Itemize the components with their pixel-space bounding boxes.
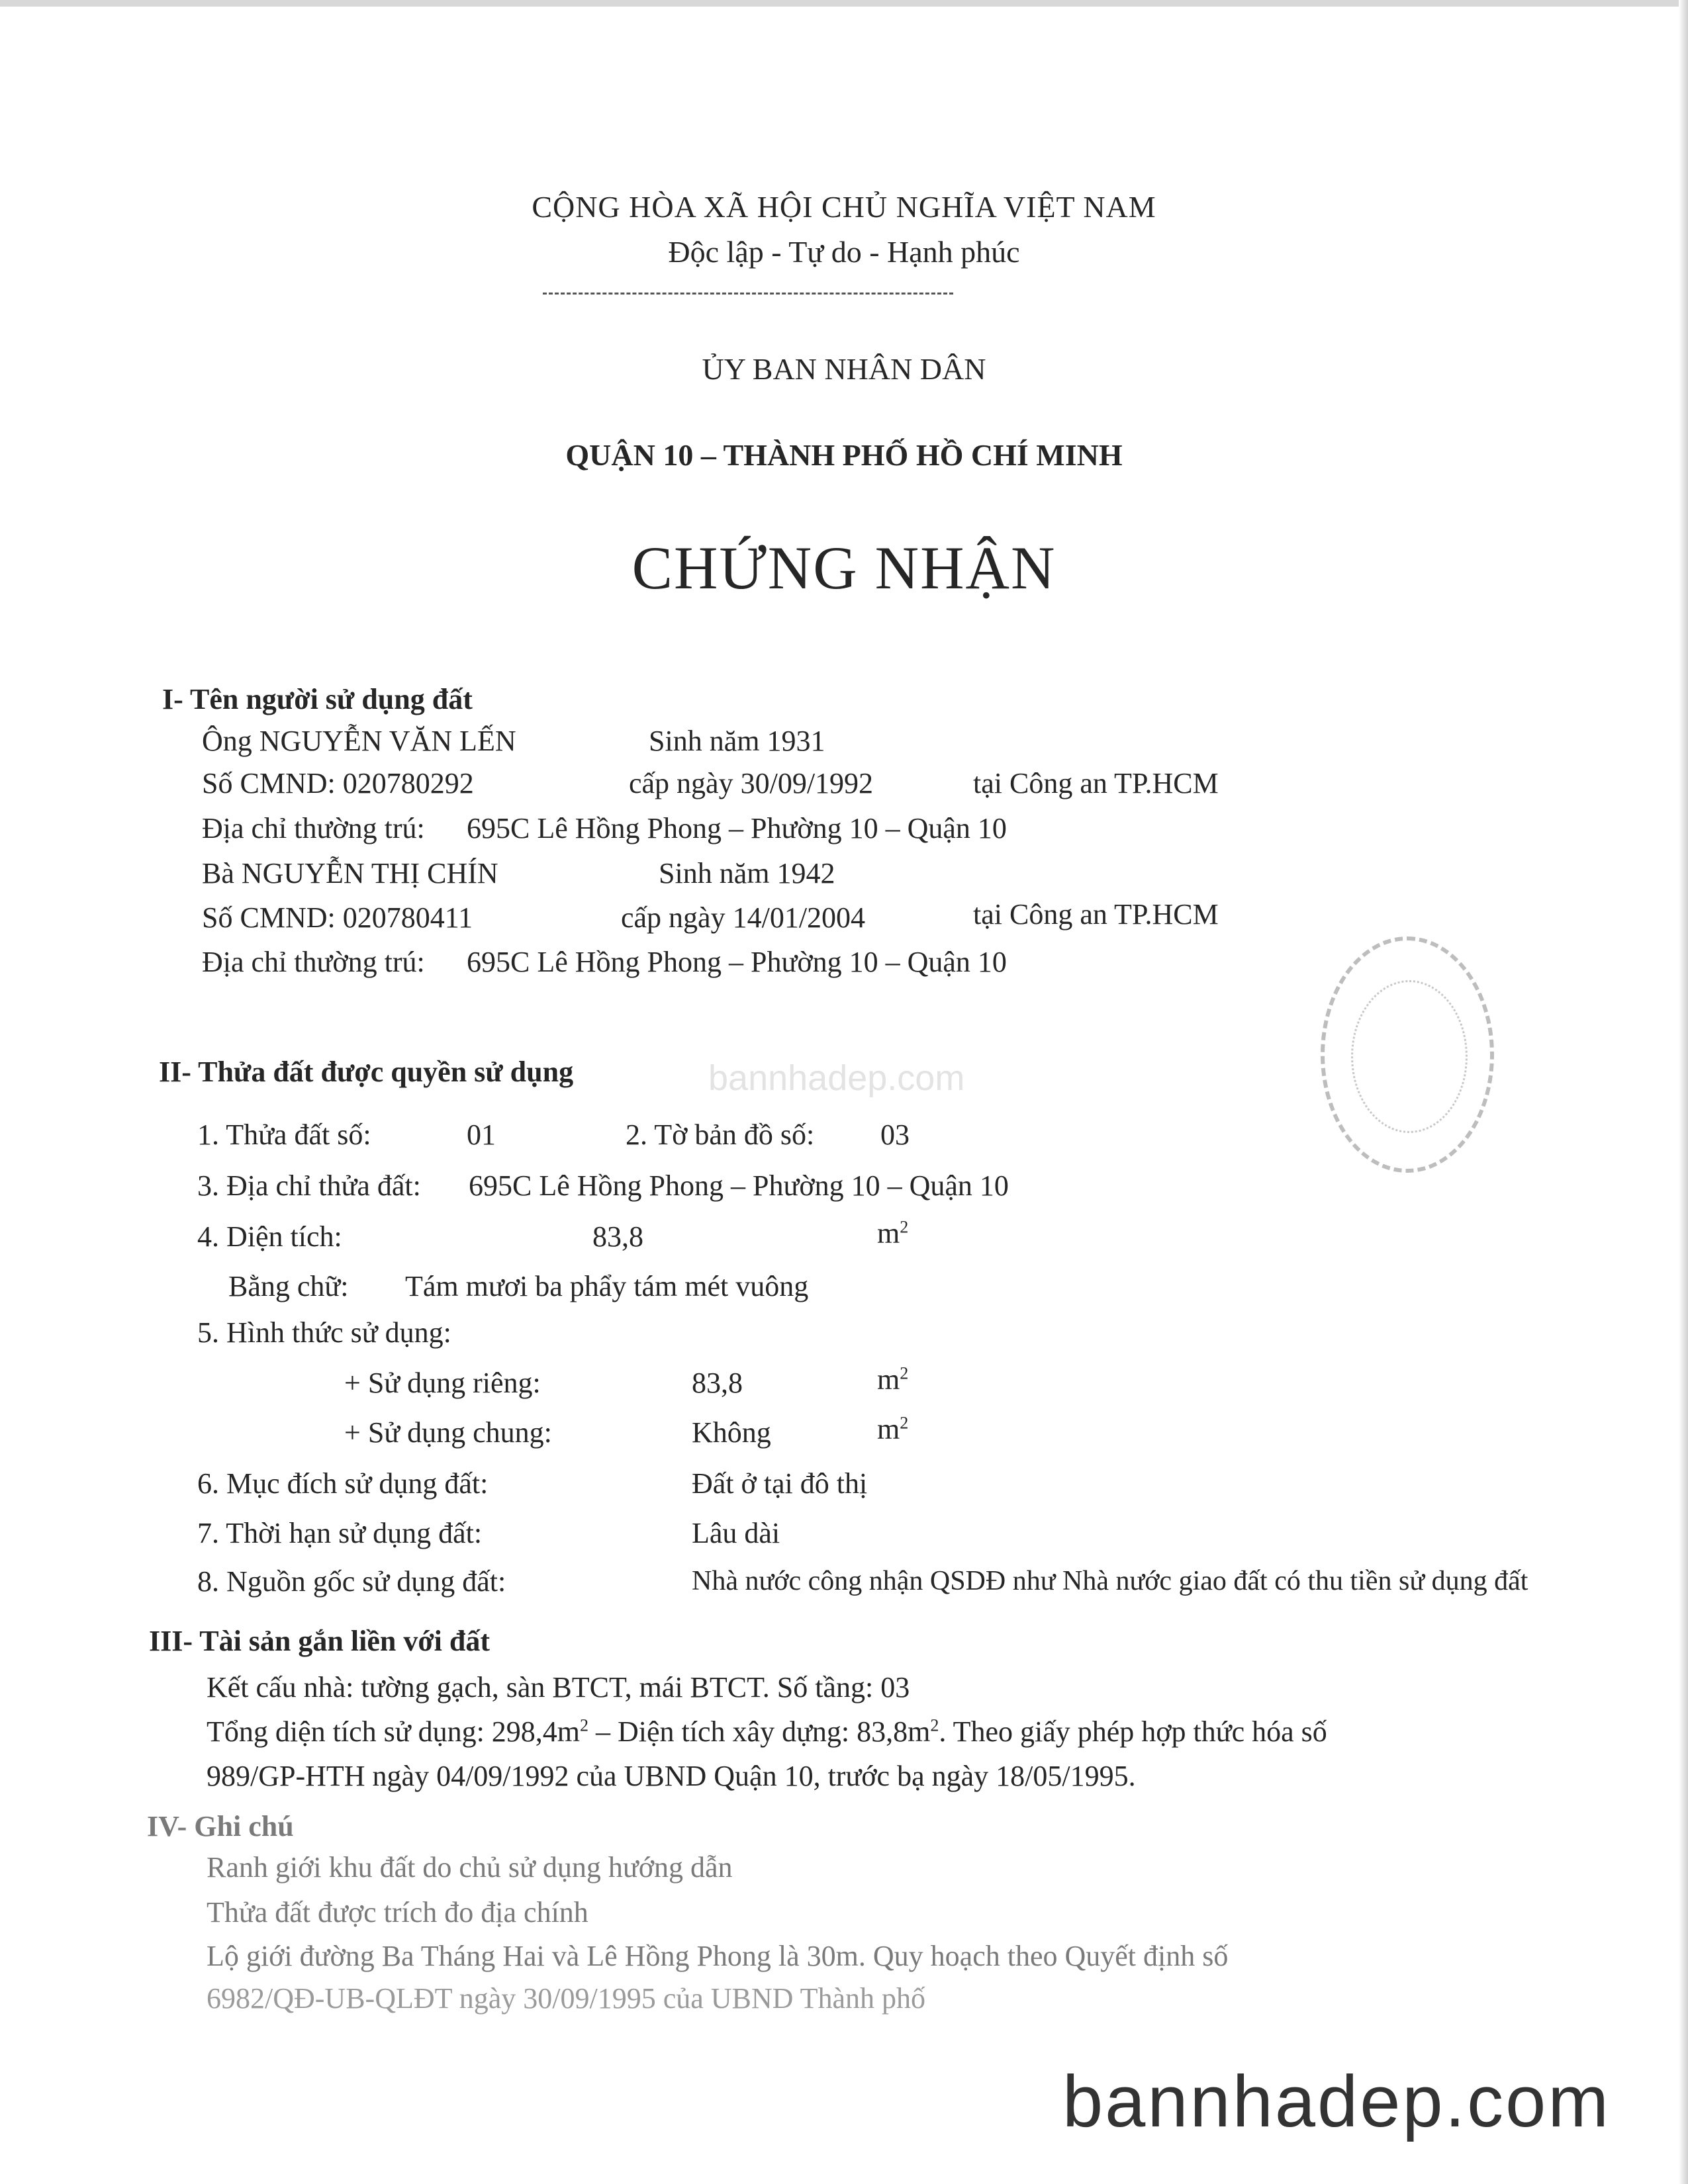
- area-unit-text: m: [877, 1217, 900, 1250]
- usage-form-label: 5. Hình thức sử dụng:: [197, 1316, 451, 1349]
- area-label: 4. Diện tích:: [197, 1220, 342, 1253]
- person2-place: tại Công an TP.HCM: [973, 898, 1219, 931]
- note-line-1: Ranh giới khu đất do chủ sử dụng hướng dẫn: [207, 1851, 733, 1884]
- purpose-label: 6. Mục đích sử dụng đất:: [197, 1467, 489, 1500]
- built-area-text: – Diện tích xây dựng: 83,8m: [588, 1715, 931, 1748]
- term-value: Lâu dài: [692, 1517, 780, 1549]
- area-value: 83,8: [592, 1220, 643, 1253]
- note-line-3: Lộ giới đường Ba Tháng Hai và Lê Hồng Phong là 30m. Quy hoạch theo Quyết định số: [207, 1940, 1229, 1972]
- shared-use-label: + Sử dụng chung:: [344, 1416, 552, 1449]
- document-title: CHỨNG NHẬN: [632, 534, 1056, 602]
- house-structure: Kết cấu nhà: tường gạch, sàn BTCT, mái BTCT. Số tầng: 03: [207, 1671, 910, 1704]
- scan-edge-right: [1679, 0, 1688, 2184]
- area-unit: [877, 1219, 908, 1248]
- section1-heading: I- Tên người sử dụng đất: [162, 683, 473, 715]
- authority: ỦY BAN NHÂN DÂN: [702, 352, 986, 386]
- origin-label: 8. Nguồn gốc sử dụng đất:: [197, 1565, 506, 1598]
- parcel-value: 01: [467, 1118, 496, 1151]
- person2-issued: cấp ngày 14/01/2004: [621, 901, 866, 934]
- stamp-mark: [1321, 936, 1494, 1173]
- person1-address: 695C Lê Hồng Phong – Phường 10 – Quận 10: [467, 812, 1007, 844]
- private-unit-text: m: [877, 1363, 900, 1396]
- parcel-address-label: 3. Địa chỉ thửa đất:: [197, 1169, 421, 1202]
- district: QUẬN 10 – THÀNH PHỐ HỒ CHÍ MINH: [565, 438, 1123, 472]
- person2-name: Bà NGUYỄN THỊ CHÍN: [202, 857, 498, 889]
- built-area-sup: 2: [930, 1715, 939, 1735]
- note-line-4: 6982/QĐ-UB-QLĐT ngày 30/09/1995 của UBND Thành phố: [207, 1982, 926, 2015]
- total-area-text: Tổng diện tích sử dụng: 298,4m: [207, 1715, 581, 1748]
- origin-value: Nhà nước công nhận QSDĐ như Nhà nước giao đất có thu tiền sử dụng đất: [692, 1566, 1528, 1596]
- parcel-label: 1. Thửa đất số:: [197, 1118, 371, 1151]
- person2-address: 695C Lê Hồng Phong – Phường 10 – Quận 10: [467, 946, 1007, 978]
- total-area-line: [207, 1717, 1327, 1747]
- stamp-inner-ring: [1351, 980, 1468, 1133]
- note-line-2: Thửa đất được trích đo địa chính: [207, 1896, 588, 1929]
- person2-id: Số CMND: 020780411: [202, 901, 473, 934]
- section4-heading: IV- Ghi chú: [147, 1810, 294, 1843]
- person1-name: Ông NGUYỄN VĂN LẾN: [202, 725, 516, 757]
- parcel-address-value: 695C Lê Hồng Phong – Phường 10 – Quận 10: [469, 1169, 1009, 1202]
- shared-unit-sup: 2: [900, 1413, 909, 1433]
- motto: Độc lập - Tự do - Hạnh phúc: [668, 235, 1020, 269]
- private-use-unit: [877, 1365, 908, 1394]
- scan-edge-top: [0, 0, 1688, 7]
- person2-address-label: Địa chỉ thường trú:: [202, 946, 425, 978]
- map-sheet-label: 2. Tờ bản đồ số:: [626, 1118, 815, 1151]
- watermark-bottom: bannhadep.com: [1062, 2061, 1611, 2142]
- area-words-label: Bằng chữ:: [228, 1270, 349, 1302]
- header-divider: [543, 293, 953, 295]
- map-sheet-value: 03: [880, 1118, 910, 1151]
- term-label: 7. Thời hạn sử dụng đất:: [197, 1517, 483, 1549]
- person1-address-label: Địa chỉ thường trú:: [202, 812, 425, 844]
- person2-birth: Sinh năm 1942: [659, 857, 835, 889]
- shared-use-unit: [877, 1415, 908, 1444]
- area-words-value: Tám mươi ba phẩy tám mét vuông: [405, 1270, 809, 1302]
- total-area-sup: 2: [580, 1715, 589, 1735]
- shared-unit-text: m: [877, 1413, 900, 1445]
- person1-place: tại Công an TP.HCM: [973, 767, 1219, 799]
- private-use-label: + Sử dụng riêng:: [344, 1367, 541, 1399]
- permit-text: . Theo giấy phép hợp thức hóa số: [939, 1715, 1327, 1748]
- national-title: CỘNG HÒA XÃ HỘI CHỦ NGHĨA VIỆT NAM: [532, 190, 1156, 224]
- watermark-middle: bannhadep.com: [708, 1058, 965, 1098]
- section2-heading: II- Thửa đất được quyền sử dụng: [159, 1056, 574, 1088]
- section3-heading: III- Tài sản gắn liền với đất: [149, 1625, 491, 1657]
- person1-birth: Sinh năm 1931: [649, 725, 825, 757]
- private-use-value: 83,8: [692, 1367, 743, 1399]
- area-unit-sup: 2: [900, 1217, 909, 1237]
- person1-issued: cấp ngày 30/09/1992: [629, 767, 874, 799]
- person1-id: Số CMND: 020780292: [202, 767, 474, 799]
- shared-use-value: Không: [692, 1416, 771, 1449]
- purpose-value: Đất ở tại đô thị: [692, 1467, 868, 1500]
- permit-line: 989/GP-HTH ngày 04/09/1992 của UBND Quận 10, trước bạ ngày 18/05/1995.: [207, 1760, 1136, 1792]
- private-unit-sup: 2: [900, 1363, 909, 1383]
